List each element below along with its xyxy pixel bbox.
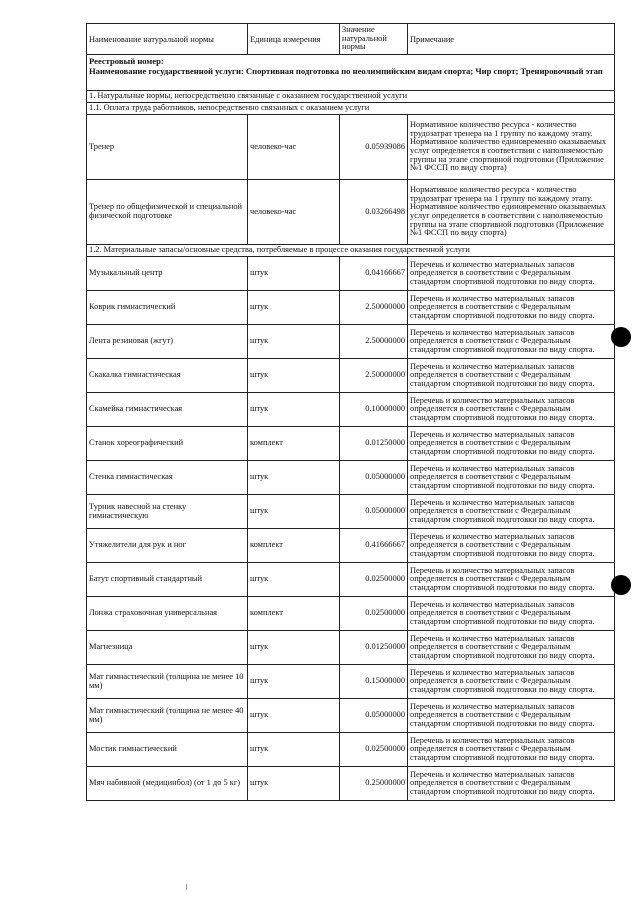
table-row: [87, 495, 615, 529]
norms-table: [86, 23, 615, 801]
table-row: [87, 325, 615, 359]
material-value: 0.01250000: [340, 427, 408, 461]
material-name: Батут спортивный стандартный: [87, 563, 248, 597]
section-1: 1. Натуральные нормы, непосредственно связанные с оказанием государственной услуги: [87, 91, 615, 103]
service-name: Наименование государственной услуги: Спортивная подготовка по неолимпийским видам спорта; Чир спорт; Тренировочный этап: [89, 65, 603, 76]
material-name: Магнезница: [87, 631, 248, 665]
material-unit: штук: [248, 359, 340, 393]
material-note: Перечень и количество материальных запасов определяется в соответствии с Федеральным стандартом спортивной подготовки по виду спорта.: [408, 359, 615, 393]
material-note: Перечень и количество материальных запасов определяется в соответствии с Федеральным стандартом спортивной подготовки по виду спорта.: [408, 631, 615, 665]
material-value: 0.10000000: [340, 393, 408, 427]
table-row: [87, 291, 615, 325]
punch-hole: [611, 327, 631, 347]
worker-value: 0.03266498: [340, 180, 408, 245]
material-name: Турник навесной на стенку гимнастическую: [87, 495, 248, 529]
table-row: [87, 631, 615, 665]
material-name: Музыкальный центр: [87, 257, 248, 291]
worker-value: 0.05939086: [340, 115, 408, 180]
section-row: [87, 103, 615, 115]
material-value: 0.02500000: [340, 597, 408, 631]
material-note: Перечень и количество материальных запасов определяется в соответствии с Федеральным стандартом спортивной подготовки по виду спорта.: [408, 529, 615, 563]
material-note: Перечень и количество материальных запасов определяется в соответствии с Федеральным стандартом спортивной подготовки по виду спорта.: [408, 257, 615, 291]
material-note: Перечень и количество материальных запасов определяется в соответствии с Федеральным стандартом спортивной подготовки по виду спорта.: [408, 325, 615, 359]
table-row: [87, 359, 615, 393]
material-note: Перечень и количество материальных запасов определяется в соответствии с Федеральным стандартом спортивной подготовки по виду спорта.: [408, 393, 615, 427]
material-unit: штук: [248, 699, 340, 733]
material-value: 0.15000000: [340, 665, 408, 699]
table-row: [87, 257, 615, 291]
material-value: 2.50000000: [340, 359, 408, 393]
section-row: [87, 91, 615, 103]
worker-unit: человеко-час: [248, 180, 340, 245]
table-row: [87, 115, 615, 180]
material-note: Перечень и количество материальных запасов определяется в соответствии с Федеральным стандартом спортивной подготовки по виду спорта.: [408, 495, 615, 529]
material-unit: штук: [248, 291, 340, 325]
material-note: Перечень и количество материальных запасов определяется в соответствии с Федеральным стандартом спортивной подготовки по виду спорта.: [408, 733, 615, 767]
material-value: 0.05000000: [340, 699, 408, 733]
material-value: 0.04166667: [340, 257, 408, 291]
material-unit: комплект: [248, 427, 340, 461]
material-value: 0.25000000: [340, 767, 408, 801]
header-row: [87, 24, 615, 55]
material-name: Скакалка гимнастическая: [87, 359, 248, 393]
material-value: 0.41666667: [340, 529, 408, 563]
table-row: [87, 733, 615, 767]
material-name: Мостик гимнастический: [87, 733, 248, 767]
material-unit: штук: [248, 495, 340, 529]
material-value: 0.02500000: [340, 563, 408, 597]
section-1-2: 1.2. Материальные запасы/основные средства, потребляемые в процессе оказания государственной услуги: [87, 245, 615, 257]
material-name: Мат гимнастический (толщина не менее 40 мм): [87, 699, 248, 733]
header-name: Наименование натуральной нормы: [87, 24, 248, 55]
table-row: [87, 461, 615, 495]
table-row: [87, 529, 615, 563]
material-value: 2.50000000: [340, 291, 408, 325]
material-unit: штук: [248, 767, 340, 801]
material-note: Перечень и количество материальных запасов определяется в соответствии с Федеральным стандартом спортивной подготовки по виду спорта.: [408, 699, 615, 733]
registry-row: [87, 55, 615, 91]
material-name: Стенка гимнастическая: [87, 461, 248, 495]
table-row: [87, 180, 615, 245]
material-value: 0.05000000: [340, 461, 408, 495]
header-value: Значение натуральной нормы: [340, 24, 408, 55]
material-name: Лонжа страховочная универсальная: [87, 597, 248, 631]
worker-unit: человеко-час: [248, 115, 340, 180]
material-unit: штук: [248, 257, 340, 291]
section-row: [87, 245, 615, 257]
material-value: 0.05000000: [340, 495, 408, 529]
material-note: Перечень и количество материальных запасов определяется в соответствии с Федеральным стандартом спортивной подготовки по виду спорта.: [408, 767, 615, 801]
punch-hole: [611, 575, 631, 595]
worker-name: Тренер: [87, 115, 248, 180]
material-note: Перечень и количество материальных запасов определяется в соответствии с Федеральным стандартом спортивной подготовки по виду спорта.: [408, 461, 615, 495]
material-name: Коврик гимнастический: [87, 291, 248, 325]
worker-name: Тренер по общефизической и специальной физической подготовке: [87, 180, 248, 245]
material-unit: комплект: [248, 529, 340, 563]
material-value: 0.02500000: [340, 733, 408, 767]
material-unit: штук: [248, 631, 340, 665]
material-unit: штук: [248, 393, 340, 427]
material-value: 2.50000000: [340, 325, 408, 359]
registry-cell: [87, 55, 615, 91]
material-note: Перечень и количество материальных запасов определяется в соответствии с Федеральным стандартом спортивной подготовки по виду спорта.: [408, 427, 615, 461]
material-note: Перечень и количество материальных запасов определяется в соответствии с Федеральным стандартом спортивной подготовки по виду спорта.: [408, 597, 615, 631]
material-unit: комплект: [248, 597, 340, 631]
material-unit: штук: [248, 733, 340, 767]
table-row: [87, 597, 615, 631]
worker-note: Нормативное количество ресурса - количество трудозатрат тренера на 1 группу по каждому этапу. Нормативное количество единовременно оказываемых услуг определяется в соответствии с наполняемостью группы на этапе спортивной подготовки (Приложение №1 ФССП по виду спорта): [408, 115, 615, 180]
header-note: Примечание: [408, 24, 615, 55]
material-name: Скамейка гимнастическая: [87, 393, 248, 427]
table-row: [87, 563, 615, 597]
worker-note: Нормативное количество ресурса - количество трудозатрат тренера на 1 группу по каждому этапу. Нормативное количество единовременно оказываемых услуг определяется в соответствии с наполняемостью группы на этапе спортивной подготовки (Приложение №1 ФССП по виду спорта): [408, 180, 615, 245]
registry-number: Реестровый номер:: [89, 56, 164, 66]
material-name: Мат гимнастический (толщина не менее 10 мм): [87, 665, 248, 699]
material-note: Перечень и количество материальных запасов определяется в соответствии с Федеральным стандартом спортивной подготовки по виду спорта.: [408, 291, 615, 325]
header-unit: Единица измерения: [248, 24, 340, 55]
table-row: [87, 393, 615, 427]
material-note: Перечень и количество материальных запасов определяется в соответствии с Федеральным стандартом спортивной подготовки по виду спорта.: [408, 665, 615, 699]
table-row: [87, 665, 615, 699]
material-name: Утяжелители для рук и ног: [87, 529, 248, 563]
material-name: Лента резиновая (жгут): [87, 325, 248, 359]
material-name: Станок хореографический: [87, 427, 248, 461]
table-row: [87, 767, 615, 801]
section-1-1: 1.1. Оплата труда работников, непосредственно связанных с оказанием услуги: [87, 103, 615, 115]
material-note: Перечень и количество материальных запасов определяется в соответствии с Федеральным стандартом спортивной подготовки по виду спорта.: [408, 563, 615, 597]
table-row: [87, 699, 615, 733]
scan-mark: [186, 884, 187, 890]
material-unit: штук: [248, 325, 340, 359]
table-row: [87, 427, 615, 461]
material-unit: штук: [248, 563, 340, 597]
material-unit: штук: [248, 665, 340, 699]
material-unit: штук: [248, 461, 340, 495]
material-name: Мяч набивной (медицинбол) (от 1 до 5 кг): [87, 767, 248, 801]
material-value: 0.01250000: [340, 631, 408, 665]
